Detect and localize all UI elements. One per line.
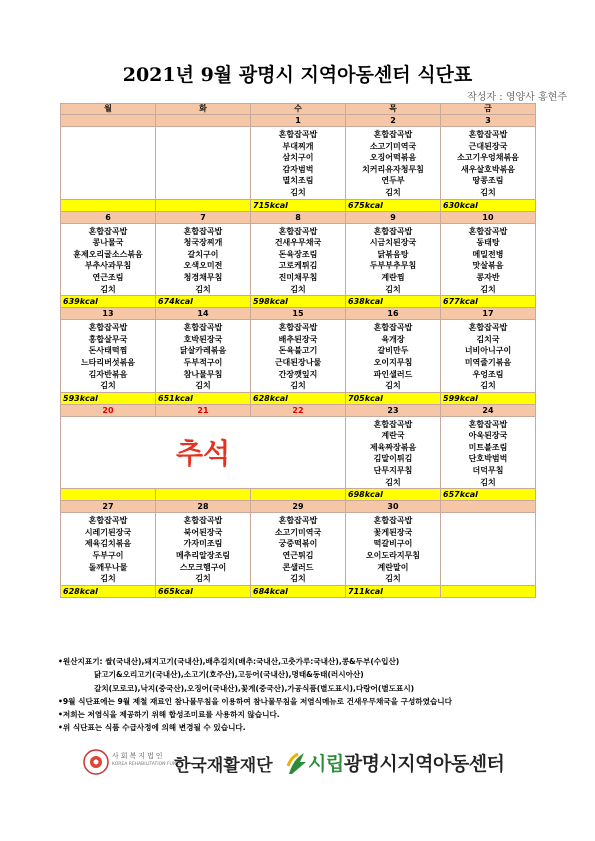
menu-item: 호박된장국 <box>183 334 223 344</box>
menu-item: 김자반볶음 <box>88 369 128 379</box>
menu-item: 파인샐러드 <box>373 369 413 379</box>
weekday-thu: 목 <box>346 104 441 115</box>
menu-item-empty <box>441 562 535 574</box>
menu-item: 감자범벅 <box>282 164 314 174</box>
date-cell: 13 <box>61 308 156 320</box>
menu-item-empty <box>61 152 155 164</box>
menu-item: 혼합잡곡밥 <box>278 226 318 236</box>
kcal-cell: 684kcal <box>251 585 346 597</box>
menu-item: 김치 <box>290 284 306 294</box>
origin-note: •원산지표기: 쌀(국내산),돼지고기(국내산),배추김치(배추:국내산,고춧가루:국내산),콩&두부(수입산) <box>58 657 400 666</box>
menu-item: 김치 <box>290 381 306 391</box>
menu-row <box>61 513 536 586</box>
menu-row <box>61 223 536 296</box>
menu-item: 궁중떡볶이 <box>278 539 318 549</box>
menu-item-empty <box>61 129 155 141</box>
menu-item: 맛살볶음 <box>472 261 504 271</box>
weekday-header-row <box>61 104 536 115</box>
menu-item: 혼합잡곡밥 <box>373 323 413 333</box>
menu-item: 시레기된장국 <box>84 527 132 537</box>
notes-section <box>58 655 558 735</box>
menu-item: 김치국 <box>476 334 500 344</box>
menu-item: 더덕무침 <box>472 466 504 476</box>
meal-plan-table <box>60 103 536 598</box>
menu-item: 김치 <box>290 574 306 584</box>
kcal-cell: 651kcal <box>156 392 251 404</box>
menu-cell <box>346 223 441 296</box>
kcal-cell <box>61 199 156 211</box>
kcal-cell <box>61 489 156 501</box>
kcal-cell: 630kcal <box>441 199 536 211</box>
menu-item: 김치 <box>480 477 496 487</box>
holiday-label: 추석 <box>61 416 346 489</box>
menu-item: 혼합잡곡밥 <box>183 226 223 236</box>
date-cell: 21 <box>156 404 251 416</box>
menu-item: 동태탕 <box>476 238 500 248</box>
menu-item: 혼합잡곡밥 <box>183 323 223 333</box>
menu-cell <box>441 416 536 489</box>
date-cell: 9 <box>346 211 441 223</box>
center-name-prefix: 시립 <box>308 753 344 775</box>
menu-item: 건새우무채국 <box>274 238 322 248</box>
menu-item: 새우살호박볶음 <box>460 164 516 174</box>
menu-cell <box>251 320 346 393</box>
menu-cell <box>441 320 536 393</box>
kcal-cell: 698kcal <box>346 489 441 501</box>
kcal-cell <box>251 489 346 501</box>
kcal-cell: 598kcal <box>251 296 346 308</box>
menu-item: 닭볶음탕 <box>377 249 409 259</box>
menu-item: 혼합잡곡밥 <box>373 516 413 526</box>
menu-item: 혼합잡곡밥 <box>88 226 128 236</box>
menu-item: 너비아니구이 <box>464 346 512 356</box>
menu-item: 돌깨무나물 <box>88 562 128 572</box>
menu-item: 계란말이 <box>377 562 409 572</box>
menu-item: 스모크햄구이 <box>179 562 227 572</box>
menu-item-empty <box>156 129 250 141</box>
menu-cell <box>251 513 346 586</box>
menu-item: 콩자반 <box>476 272 500 282</box>
menu-cell <box>61 127 156 200</box>
menu-item: 김치 <box>195 284 211 294</box>
menu-item: 우엉조림 <box>472 369 504 379</box>
menu-item: 오이도라지무침 <box>365 551 421 561</box>
menu-item-empty <box>61 164 155 176</box>
weekday-tue: 화 <box>156 104 251 115</box>
menu-item: 근대된장국 <box>468 141 508 151</box>
foundation-seal-icon <box>82 748 110 776</box>
menu-item: 김치 <box>385 284 401 294</box>
date-cell: 23 <box>346 404 441 416</box>
menu-item-empty <box>441 515 535 527</box>
menu-item: 김치 <box>385 574 401 584</box>
menu-item: 오색오미전 <box>183 261 223 271</box>
menu-item: 떡갈비구이 <box>373 539 413 549</box>
menu-row <box>61 320 536 393</box>
date-cell: 29 <box>251 501 346 513</box>
menu-cell <box>61 223 156 296</box>
menu-cell <box>441 127 536 200</box>
menu-item: 혼합잡곡밥 <box>373 226 413 236</box>
menu-item: 시금치된장국 <box>369 238 417 248</box>
menu-item: 혼합잡곡밥 <box>468 130 508 139</box>
menu-item: 치커리유자청무침 <box>362 164 424 174</box>
date-row <box>61 308 536 320</box>
menu-item-empty <box>156 175 250 187</box>
menu-item-empty <box>61 187 155 199</box>
weekday-wed: 수 <box>251 104 346 115</box>
kcal-row <box>61 199 536 211</box>
menu-item: 계란찜 <box>381 272 405 282</box>
menu-item: 꽃게된장국 <box>373 527 413 537</box>
date-cell: 8 <box>251 211 346 223</box>
menu-item: 돈육장조림 <box>278 249 318 259</box>
menu-item: 김치 <box>385 477 401 487</box>
menu-item: 김치 <box>195 381 211 391</box>
menu-item: 두부적구이 <box>183 357 223 367</box>
menu-item: 김치 <box>480 381 496 391</box>
menu-item: 소고기우엉채볶음 <box>457 153 519 163</box>
date-cell: 24 <box>441 404 536 416</box>
menu-item: 홍합살무국 <box>88 334 128 344</box>
menu-item: 땅콩조림 <box>472 176 504 186</box>
menu-item: 혼합잡곡밥 <box>468 419 508 429</box>
menu-item: 제육김치볶음 <box>84 539 132 549</box>
date-cell: 28 <box>156 501 251 513</box>
menu-item: 돈육불고기 <box>278 346 318 356</box>
kcal-cell: 628kcal <box>251 392 346 404</box>
date-cell <box>156 115 251 127</box>
date-cell: 30 <box>346 501 441 513</box>
menu-item: 미트볼조림 <box>468 442 508 452</box>
page-title: 2021년 9월 광명시 지역아동센터 식단표 <box>122 64 473 86</box>
menu-item: 소고기미역국 <box>274 527 322 537</box>
menu-item: 소고기미역국 <box>369 141 417 151</box>
menu-item: 부대찌개 <box>282 141 314 151</box>
footer <box>82 748 542 778</box>
weekday-mon: 월 <box>61 104 156 115</box>
menu-item: 김치 <box>385 381 401 391</box>
menu-cell <box>441 513 536 586</box>
menu-item: 고로케튀김 <box>278 261 318 271</box>
date-row <box>61 211 536 223</box>
menu-item: 메추리알장조림 <box>175 551 231 561</box>
menu-item: 간장깻잎지 <box>278 369 318 379</box>
menu-item-empty <box>156 187 250 199</box>
kcal-row <box>61 489 536 501</box>
menu-item: 갈치구이 <box>187 249 219 259</box>
menu-item: 두부구이 <box>92 551 124 561</box>
menu-item: 근대된장나물 <box>274 357 322 367</box>
kcal-cell <box>156 199 251 211</box>
kcal-row <box>61 296 536 308</box>
origin-note-cont: 갈치(모로코),낙지(중국산),오징어(국내산),꽃게(중국산),가공식품(별도표시),다랑어(별도표시) <box>94 683 415 693</box>
menu-item: 연근조림 <box>92 272 124 282</box>
menu-item: 느타리버섯볶음 <box>80 357 136 367</box>
menu-cell <box>156 127 251 200</box>
menu-item-empty <box>441 550 535 562</box>
menu-item-empty <box>441 538 535 550</box>
menu-item-empty <box>441 527 535 539</box>
menu-item: 미역줄기볶음 <box>464 357 512 367</box>
menu-item: 단호박범벅 <box>468 454 508 464</box>
menu-item: 김치 <box>100 381 116 391</box>
date-cell: 2 <box>346 115 441 127</box>
menu-item: 김치 <box>480 187 496 197</box>
change-note: •위 식단표는 식품 수급사정에 의해 변경될 수 있습니다. <box>58 723 246 733</box>
menu-item: 혼합잡곡밥 <box>183 516 223 526</box>
kcal-cell: 628kcal <box>61 585 156 597</box>
menu-item: 김말이튀김 <box>373 454 413 464</box>
menu-item: 김치 <box>385 187 401 197</box>
kcal-cell: 715kcal <box>251 199 346 211</box>
menu-item: 연근튀김 <box>282 551 314 561</box>
date-cell: 27 <box>61 501 156 513</box>
menu-cell <box>346 513 441 586</box>
date-cell: 17 <box>441 308 536 320</box>
menu-cell <box>61 513 156 586</box>
kcal-cell: 638kcal <box>346 296 441 308</box>
menu-item-empty <box>61 175 155 187</box>
menu-item: 혼합잡곡밥 <box>468 226 508 236</box>
menu-cell <box>156 320 251 393</box>
menu-item: 연두부 <box>381 176 405 186</box>
menu-item: 훈제오리굴소스볶음 <box>73 249 143 259</box>
foundation-type: 사회복지법인 <box>112 752 165 760</box>
date-cell: 7 <box>156 211 251 223</box>
menu-cell <box>251 223 346 296</box>
menu-item: 혼합잡곡밥 <box>88 516 128 526</box>
menu-item-empty <box>156 152 250 164</box>
menu-item-empty <box>156 141 250 153</box>
foundation-english-name: KOREA REHABILITATION FUND <box>112 762 180 767</box>
center-logo-icon <box>286 750 308 776</box>
menu-item: 가자미조림 <box>183 539 223 549</box>
date-row <box>61 404 536 416</box>
kcal-cell: 675kcal <box>346 199 441 211</box>
menu-item: 단무지무침 <box>373 466 413 476</box>
menu-item: 김치 <box>480 284 496 294</box>
menu-item: 혼합잡곡밥 <box>373 130 413 139</box>
menu-item: 김치 <box>100 574 116 584</box>
date-cell: 6 <box>61 211 156 223</box>
weekday-fri: 금 <box>441 104 536 115</box>
menu-cell <box>441 223 536 296</box>
date-cell: 22 <box>251 404 346 416</box>
menu-item: 육개장 <box>381 334 405 344</box>
kcal-cell: 674kcal <box>156 296 251 308</box>
date-cell: 10 <box>441 211 536 223</box>
date-row <box>61 115 536 127</box>
date-cell: 14 <box>156 308 251 320</box>
menu-item: 오이지무침 <box>373 357 413 367</box>
menu-item: 김치 <box>290 187 306 197</box>
menu-item: 아욱된장국 <box>468 431 508 441</box>
menu-item: 콘샐러드 <box>282 562 314 572</box>
date-cell: 3 <box>441 115 536 127</box>
date-cell <box>441 501 536 513</box>
menu-item: 혼합잡곡밥 <box>278 323 318 333</box>
low-salt-note: •저희는 저염식을 제공하기 위해 합성조미료를 사용하지 않습니다. <box>58 710 280 720</box>
menu-item: 진미채무침 <box>278 272 318 282</box>
kcal-cell <box>156 489 251 501</box>
menu-item: 혼합잡곡밥 <box>278 130 318 139</box>
date-row <box>61 501 536 513</box>
menu-item-empty <box>61 141 155 153</box>
kcal-cell: 705kcal <box>346 392 441 404</box>
menu-cell <box>156 223 251 296</box>
kcal-cell: 639kcal <box>61 296 156 308</box>
date-cell: 16 <box>346 308 441 320</box>
menu-cell <box>346 127 441 200</box>
menu-item: 혼합잡곡밥 <box>88 323 128 333</box>
foundation-name: 한국재활재단 <box>174 756 273 776</box>
kcal-cell: 657kcal <box>441 489 536 501</box>
menu-item: 김치 <box>195 574 211 584</box>
date-cell <box>61 115 156 127</box>
menu-item: 콩나물국 <box>92 238 124 248</box>
author-line: 작성자 : 영양사 홍현주 <box>467 92 567 103</box>
menu-item: 청국장찌개 <box>183 238 223 248</box>
kcal-row <box>61 392 536 404</box>
kcal-cell <box>441 585 536 597</box>
menu-item: 제육짜장볶음 <box>369 442 417 452</box>
menu-item: 혼합잡곡밥 <box>468 323 508 333</box>
menu-item-empty <box>441 573 535 585</box>
kcal-row <box>61 585 536 597</box>
origin-note-cont: 닭고기&오리고기(국내산),소고기(호주산),고등어(국내산),명태&동태(러시아산) <box>94 670 364 680</box>
menu-cell <box>156 513 251 586</box>
date-cell: 15 <box>251 308 346 320</box>
center-name-main: 광명시지역아동센터 <box>343 753 505 775</box>
kcal-cell: 711kcal <box>346 585 441 597</box>
menu-item: 청경채무침 <box>183 272 223 282</box>
menu-item: 계란국 <box>381 431 405 441</box>
menu-row <box>61 127 536 200</box>
kcal-cell: 599kcal <box>441 392 536 404</box>
menu-item: 배추된장국 <box>278 334 318 344</box>
center-name <box>308 749 504 776</box>
menu-item: 참나물무침 <box>183 369 223 379</box>
menu-item: 메밀전병 <box>472 249 504 259</box>
menu-item: 부추사과무침 <box>84 261 132 271</box>
menu-item-empty <box>156 164 250 176</box>
menu-cell <box>251 127 346 200</box>
menu-item: 오징어떡볶음 <box>369 153 417 163</box>
menu-item: 북어된장국 <box>183 527 223 537</box>
menu-item: 두부부추무침 <box>369 261 417 271</box>
menu-cell <box>346 416 441 489</box>
menu-item: 혼합잡곡밥 <box>278 516 318 526</box>
kcal-cell: 593kcal <box>61 392 156 404</box>
menu-item: 닭살카레볶음 <box>179 346 227 356</box>
seasonal-note: •9월 식단표에는 9월 제철 재료인 참나물무침을 이용하여 참나물무침을 저염식메뉴로 건새우무채국을 구성하였습니다 <box>58 696 452 706</box>
date-cell: 1 <box>251 115 346 127</box>
menu-item: 멸치조림 <box>282 176 314 186</box>
date-cell: 20 <box>61 404 156 416</box>
kcal-cell: 665kcal <box>156 585 251 597</box>
menu-item: 혼합잡곡밥 <box>373 419 413 429</box>
menu-item: 돈사태떡찜 <box>88 346 128 356</box>
kcal-cell: 677kcal <box>441 296 536 308</box>
menu-cell <box>346 320 441 393</box>
menu-cell <box>61 320 156 393</box>
menu-item: 갈비만두 <box>377 346 409 356</box>
menu-item: 김치 <box>100 284 116 294</box>
menu-row <box>61 416 536 489</box>
menu-item: 삼치구이 <box>282 153 314 163</box>
